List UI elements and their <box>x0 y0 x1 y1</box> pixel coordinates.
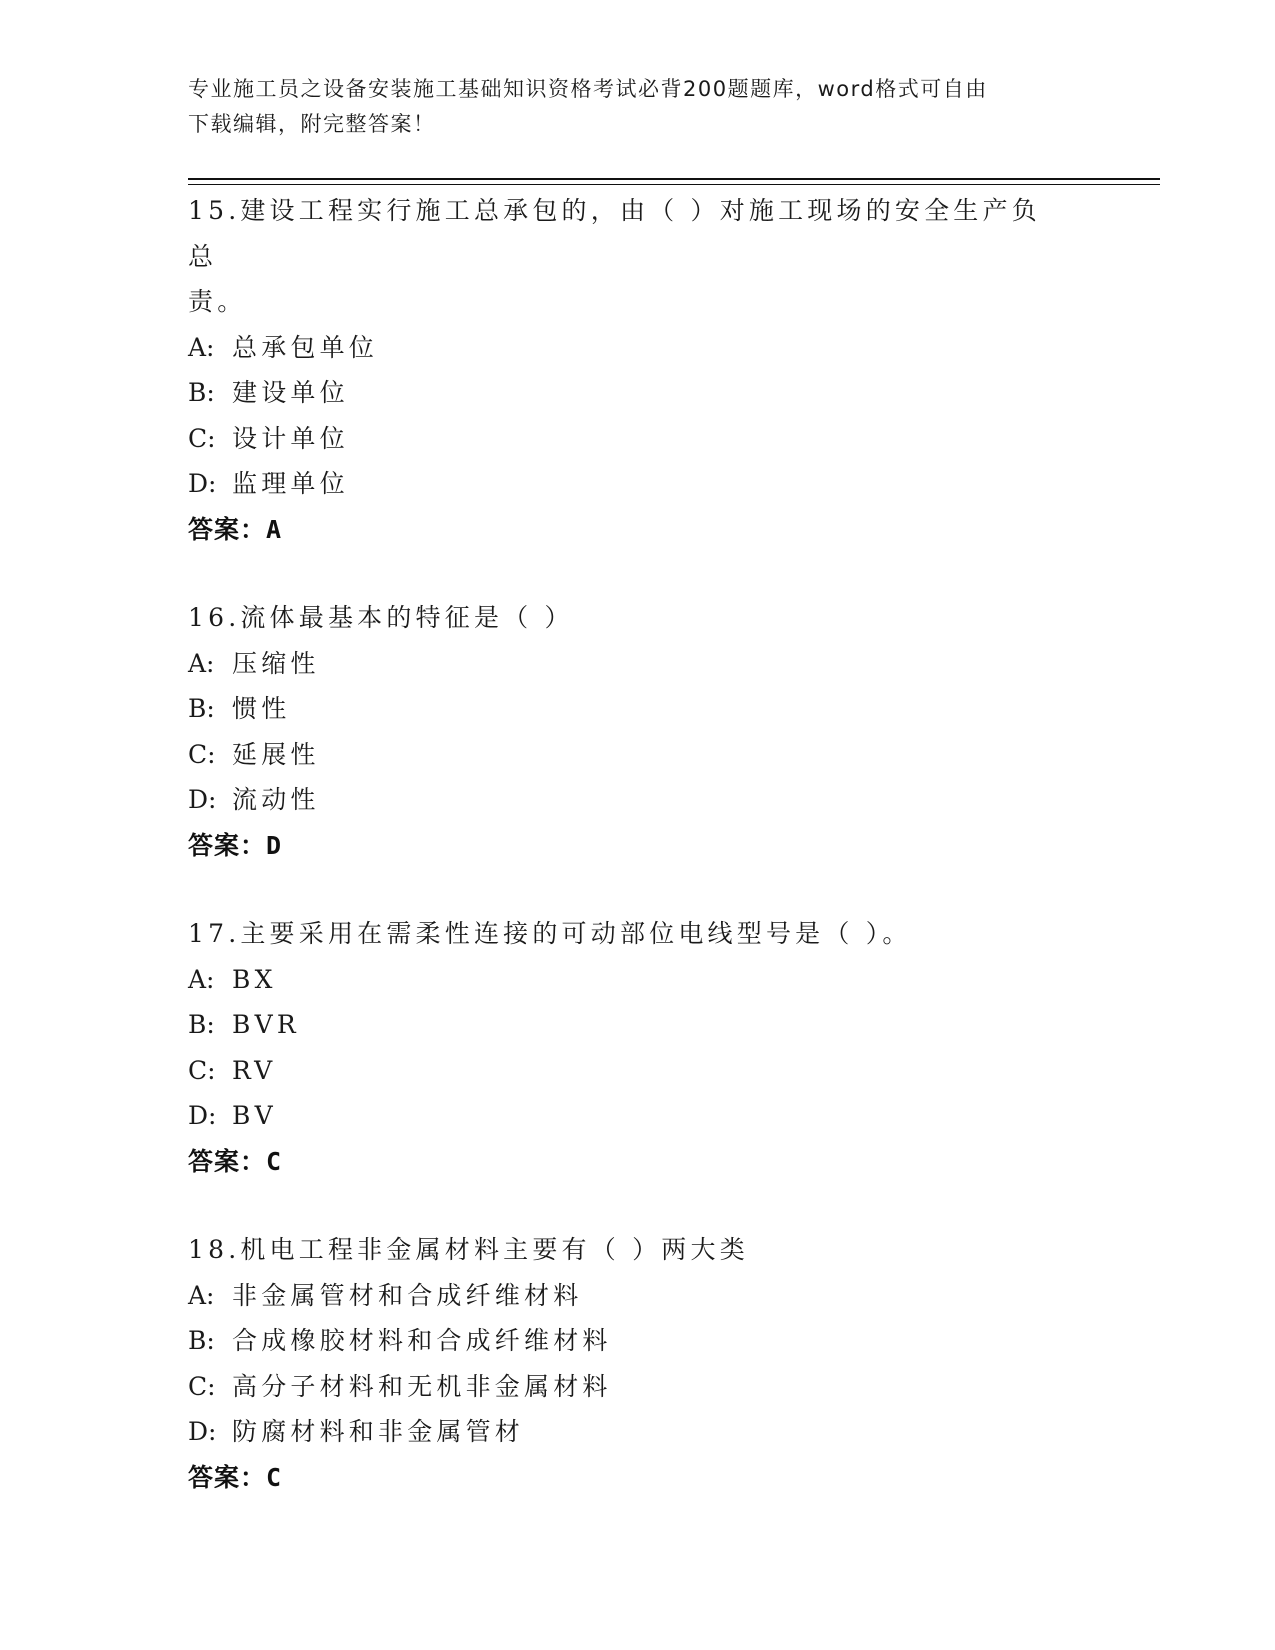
question-text: 机电工程非金属材料主要有（ ）两大类 <box>240 1235 749 1264</box>
question-list <box>188 188 1068 1543</box>
option-d <box>188 461 1068 507</box>
question-stem <box>188 595 1068 641</box>
option-a <box>188 641 1068 687</box>
question-number: 17. <box>188 919 241 948</box>
question-number: 18. <box>188 1235 241 1264</box>
option-text: 惯性 <box>232 694 291 723</box>
question-16 <box>188 595 1068 868</box>
option-letter: A: <box>188 1280 215 1310</box>
option-a <box>188 957 1068 1003</box>
option-b <box>188 370 1068 416</box>
option-text: 监理单位 <box>232 469 349 498</box>
header-divider-thin <box>188 184 1160 185</box>
option-letter: A: <box>188 648 215 678</box>
question-18 <box>188 1227 1068 1500</box>
option-c <box>188 732 1068 778</box>
option-letter: A: <box>188 332 215 362</box>
document-header <box>188 72 1068 142</box>
option-letter: C: <box>188 739 216 769</box>
option-c <box>188 416 1068 462</box>
question-stem <box>188 911 1068 957</box>
option-d <box>188 777 1068 823</box>
option-a <box>188 325 1068 371</box>
option-b <box>188 686 1068 732</box>
question-stem <box>188 188 1068 279</box>
option-a <box>188 1273 1068 1319</box>
question-text: 建设工程实行施工总承包的，由（ ）对施工现场的安全生产负总 <box>188 196 1041 271</box>
option-text: BVR <box>232 1010 300 1039</box>
option-text: 总承包单位 <box>232 332 379 362</box>
question-stem <box>188 1227 1068 1273</box>
header-line-2: 下载编辑，附完整答案！ <box>188 112 436 136</box>
answer-line: 答案：D <box>188 830 283 860</box>
option-letter: C: <box>188 1371 216 1401</box>
option-letter: D: <box>188 469 217 498</box>
option-text: 压缩性 <box>232 648 320 678</box>
option-letter: D: <box>188 1101 217 1130</box>
option-d <box>188 1093 1068 1139</box>
question-number: 16. <box>188 603 241 632</box>
option-c <box>188 1364 1068 1410</box>
option-b <box>188 1318 1068 1364</box>
option-letter: C: <box>188 423 216 453</box>
option-b <box>188 1002 1068 1048</box>
option-letter: B: <box>188 1010 215 1039</box>
header-line-1: 专业施工员之设备安装施工基础知识资格考试必背200题题库，word格式可自由 <box>188 77 988 101</box>
header-divider-thick <box>188 178 1160 180</box>
option-text: 高分子材料和无机非金属材料 <box>232 1371 612 1401</box>
option-letter: D: <box>188 785 217 814</box>
question-text: 主要采用在需柔性连接的可动部位电线型号是（ ）。 <box>240 919 912 948</box>
option-text: 设计单位 <box>232 423 349 453</box>
option-letter: B: <box>188 1326 215 1355</box>
option-c <box>188 1048 1068 1094</box>
question-number: 15. <box>188 196 241 225</box>
option-text: BX <box>232 964 277 994</box>
question-15 <box>188 188 1068 552</box>
option-letter: A: <box>188 964 215 994</box>
option-letter: B: <box>188 378 215 407</box>
option-text: 防腐材料和非金属管材 <box>232 1417 525 1446</box>
question-17 <box>188 911 1068 1184</box>
option-text: BV <box>232 1101 277 1130</box>
question-stem-continuation: 责。 <box>188 287 247 316</box>
option-text: 合成橡胶材料和合成纤维材料 <box>232 1326 612 1355</box>
option-text: RV <box>232 1055 277 1085</box>
answer-line: 答案：C <box>188 1462 283 1492</box>
answer-line: 答案：C <box>188 1146 283 1176</box>
option-text: 延展性 <box>232 739 320 769</box>
option-text: 非金属管材和合成纤维材料 <box>232 1280 583 1310</box>
option-d <box>188 1409 1068 1455</box>
option-text: 流动性 <box>232 785 320 814</box>
option-letter: C: <box>188 1055 216 1085</box>
answer-line: 答案：A <box>188 514 283 544</box>
option-text: 建设单位 <box>232 378 349 407</box>
option-letter: B: <box>188 694 215 723</box>
question-text: 流体最基本的特征是（ ） <box>240 603 574 632</box>
option-letter: D: <box>188 1417 217 1446</box>
